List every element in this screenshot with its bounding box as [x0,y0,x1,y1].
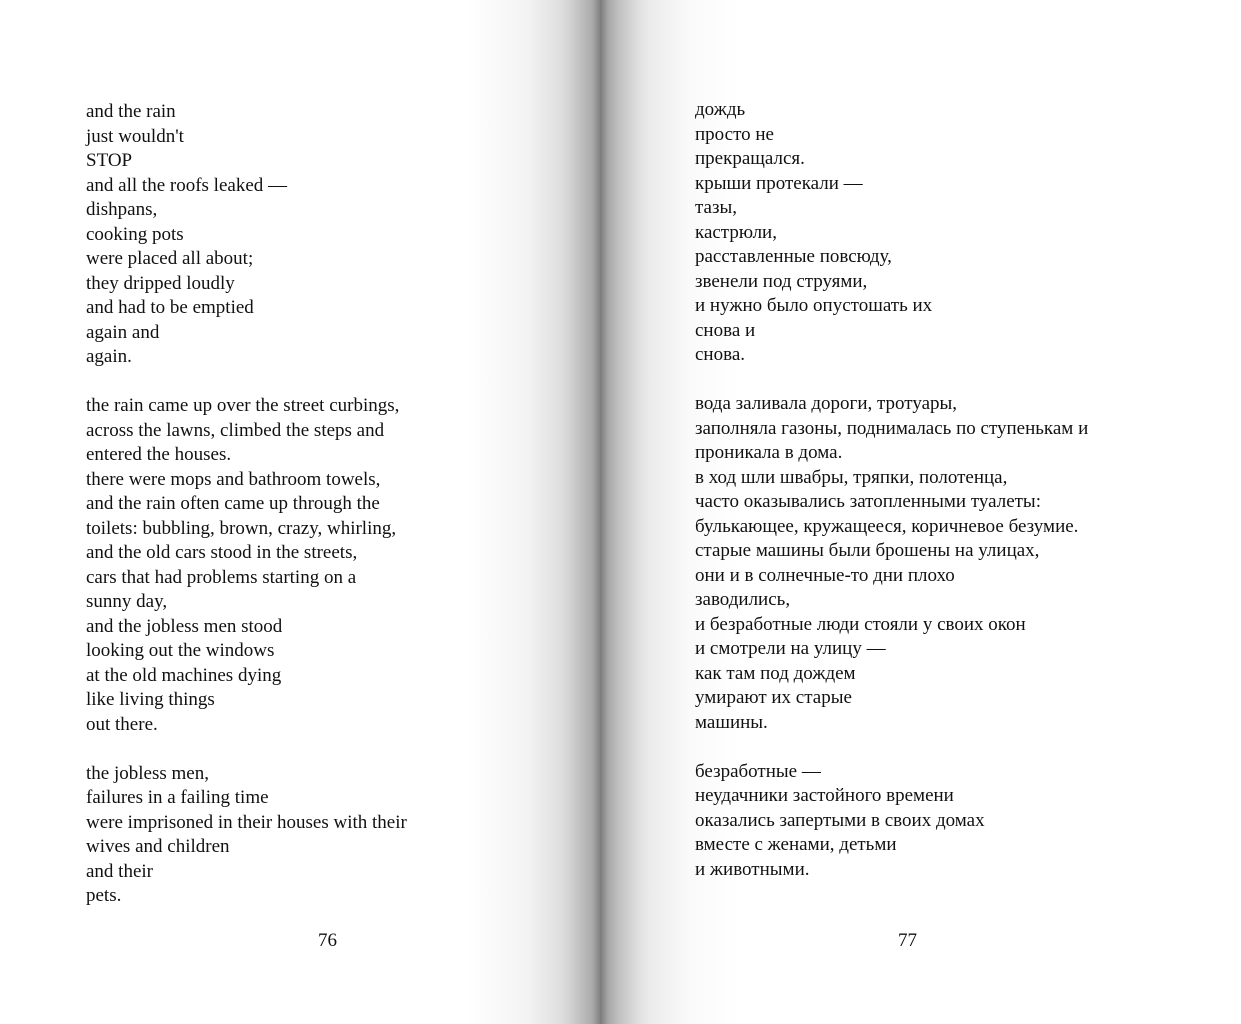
left-poem-line: dishpans, [86,199,158,220]
left-poem-line: cooking pots [86,223,184,245]
right-poem-line: тазы, [695,197,737,218]
left-poem-line: like living things [86,689,215,710]
left-poem-line: across the lawns, climbed the steps and [86,419,385,441]
right-poem-line: и нужно было опустошать их [695,295,933,316]
left-poem-line: and all the roofs leaked — [86,174,288,196]
left-poem-line: toilets: bubbling, brown, crazy, whirling, [86,517,397,539]
left-poem-line: cars that had problems starting on a [86,566,357,588]
left-poem-line: were placed all about; [86,248,254,269]
right-poem-line: старые машины были брошены на улицах, [695,540,1040,561]
right-poem-line: в ход шли швабры, тряпки, полотенца, [695,466,1008,488]
right-poem-line: часто оказывались затопленными туалеты: [695,491,1041,512]
stanza-break [695,735,1088,760]
right-poem-line: и безработные люди стояли у своих окон [695,613,1026,635]
left-poem-line: pets. [86,885,122,906]
left-poem-line: just wouldn't [86,125,184,147]
right-poem-line: дождь [695,99,746,120]
right-poem-line: просто не [695,123,774,145]
right-poem-line: расставленные повсюду, [695,246,892,267]
left-poem-line: and the old cars stood in the streets, [86,542,358,563]
left-poem-line: the rain came up over the street curbings, [86,395,400,416]
right-poem-line: неудачники застойного времени [695,785,954,806]
right-poem-line: заполняла газоны, поднималась по ступенькам и [695,417,1089,439]
right-page [600,0,1241,1024]
right-page-number: 77 [898,930,917,951]
right-poem-line: заводились, [695,589,791,610]
right-poem-line: крыши протекали — [695,172,863,194]
left-poem-line: there were mops and bathroom towels, [86,468,381,490]
left-poem-line: and their [86,860,154,882]
right-poem-line: вместе с женами, детьми [695,834,897,855]
left-poem-line: sunny day, [86,591,168,612]
left-poem-line: entered the houses. [86,444,232,465]
right-poem-line: и смотрели на улицу — [695,638,886,659]
right-poem-line: умирают их старые [695,687,852,708]
left-poem-line: and had to be emptied [86,297,254,318]
left-poem-line: again and [86,321,160,343]
left-poem-line: they dripped loudly [86,272,235,294]
left-poem-line: at the old machines dying [86,664,282,686]
right-poem-line: оказались запертыми в своих домах [695,809,985,831]
right-poem-line: булькающее, кружащееся, коричневое безумие. [695,515,1079,537]
left-page-poem [86,100,407,909]
left-poem-line: and the rain [86,101,176,122]
left-poem-line: the jobless men, [86,762,209,784]
left-poem-line: and the rain often came up through the [86,493,380,514]
right-poem-line: снова. [695,344,746,365]
right-poem-line: прекращался. [695,148,805,169]
right-poem-line: проникала в дома. [695,442,843,463]
right-poem-line: машины. [695,711,768,733]
right-page-poem [695,98,1088,882]
left-page-number: 76 [318,930,337,951]
right-poem-line: снова и [695,319,756,341]
left-poem-line: were imprisoned in their houses with their [86,811,407,833]
left-poem-line: wives and children [86,836,230,857]
right-poem-line: кастрюли, [695,221,777,243]
left-poem-line: out there. [86,713,158,735]
right-poem-line: и животными. [695,858,810,880]
left-page [0,0,600,1024]
left-poem-line: again. [86,346,132,367]
stanza-break [86,370,407,395]
left-poem-line: failures in a failing time [86,787,269,808]
right-poem-line: безработные — [695,760,821,782]
left-poem-line: and the jobless men stood [86,615,283,637]
left-poem-line: looking out the windows [86,640,275,661]
right-poem-line: звенели под струями, [695,270,868,292]
stanza-break [695,368,1088,393]
right-poem-line: они и в солнечные-то дни плохо [695,564,955,586]
stanza-break [86,737,407,762]
left-poem-line: STOP [86,150,133,171]
right-poem-line: вода заливала дороги, тротуары, [695,393,958,414]
right-poem-line: как там под дождем [695,662,856,684]
